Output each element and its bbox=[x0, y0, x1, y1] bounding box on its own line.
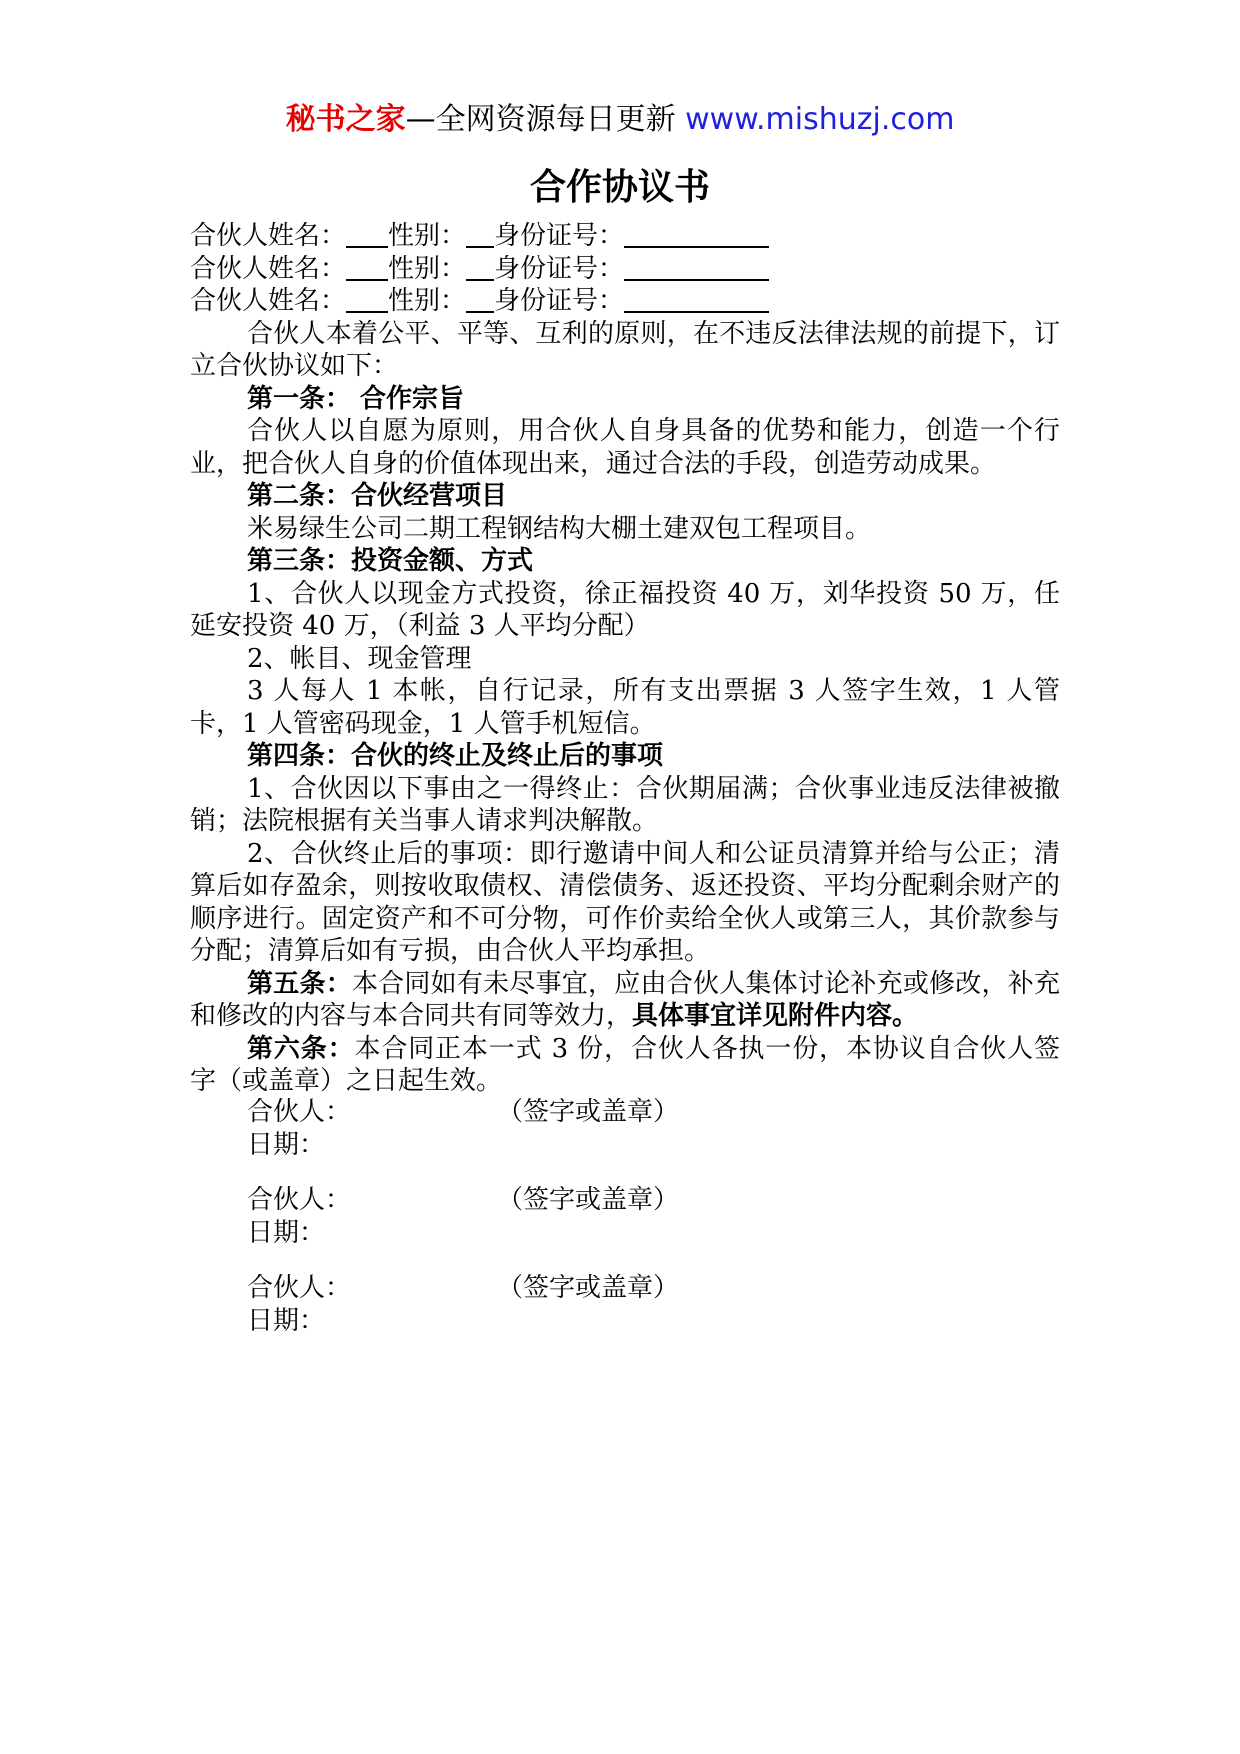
id-label: 身份证号： bbox=[494, 253, 625, 284]
section-3-item-1: 1、合伙人以现金方式投资，徐正福投资 40 万，刘华投资 50 万，任延安投资 40 万，（利益 3 人平均分配） bbox=[190, 578, 1060, 641]
site-header bbox=[0, 100, 1240, 140]
intro-paragraph: 合伙人本着公平、平等、互利的原则，在不违反法律法规的前提下，订立合伙协议如下： bbox=[190, 318, 1060, 381]
gender-blank bbox=[466, 285, 494, 313]
section-5-bold-note: 具体事宜详见附件内容。 bbox=[632, 1001, 919, 1031]
name-blank bbox=[346, 220, 388, 248]
partner-label: 合伙人： bbox=[247, 1097, 352, 1127]
section-4-item-1: 1、合伙因以下事由之一得终止：合伙期届满；合伙事业违反法律被撤销；法院根据有关当事人请求判决解散。 bbox=[190, 773, 1060, 836]
section-2-text: 米易绿生公司二期工程钢结构大棚土建双包工程项目。 bbox=[247, 513, 872, 544]
header-tagline: —全网资源每日更新 bbox=[405, 102, 676, 137]
section-5-paragraph bbox=[190, 968, 1060, 1033]
name-blank bbox=[346, 253, 388, 281]
section-6-text: 本合同正本一式 3 份，合伙人各执一份，本协议自合伙人签字（或盖章）之日起生效。 bbox=[190, 1033, 1060, 1096]
partner-label: 合伙人： bbox=[247, 1185, 352, 1215]
partner-label: 合伙人： bbox=[247, 1273, 352, 1303]
gender-blank bbox=[466, 220, 494, 248]
date-label: 日期： bbox=[247, 1305, 326, 1336]
section-4-heading: 第四条：合伙的终止及终止后的事项 bbox=[247, 741, 664, 771]
partner-name-label: 合伙人姓名： bbox=[190, 286, 347, 316]
section-4-item-2: 2、合伙终止后的事项：即行邀请中间人和公证员清算并给与公正；清算后如存盈余，则按收取债权、清偿债务、返还投资、平均分配剩余财产的顺序进行。固定资产和不可分物，可作价卖给全伙人或第三人，其价款参与分配；清算后如有亏损，由合伙人平均承担。 bbox=[190, 838, 1060, 966]
gender-label: 性别： bbox=[388, 253, 467, 284]
signature-block-3 bbox=[247, 1272, 947, 1337]
section-1-text: 合伙人以自愿为原则，用合伙人自身具备的优势和能力，创造一个行业，把合伙人自身的价值体现出来，通过合法的手段，创造劳动成果。 bbox=[190, 416, 1060, 479]
id-blank bbox=[624, 253, 769, 281]
document-body bbox=[190, 220, 1060, 1098]
sign-note: （签字或盖章） bbox=[497, 1185, 680, 1215]
sign-note: （签字或盖章） bbox=[497, 1097, 680, 1127]
id-blank bbox=[624, 285, 769, 313]
signature-block-2 bbox=[247, 1184, 947, 1249]
date-label: 日期： bbox=[247, 1217, 326, 1248]
partner-name-label: 合伙人姓名： bbox=[190, 253, 347, 284]
gender-blank bbox=[466, 253, 494, 281]
name-blank bbox=[346, 285, 388, 313]
document-title: 合作协议书 bbox=[529, 167, 710, 208]
section-6-paragraph bbox=[190, 1033, 1060, 1098]
section-3-item-2: 2、帐目、现金管理 bbox=[247, 643, 472, 674]
id-label: 身份证号： bbox=[494, 286, 625, 316]
sign-note: （签字或盖章） bbox=[497, 1273, 680, 1303]
section-3-item-3: 3 人每人 1 本帐，自行记录，所有支出票据 3 人签字生效，1 人管卡，1 人管密码现金，1 人管手机短信。 bbox=[190, 676, 1060, 739]
section-5-label: 第五条： bbox=[247, 968, 352, 999]
section-5-text: 本合同如有未尽事宜，应由合伙人集体讨论补充或修改，补充和修改的内容与本合同共有同等效力， bbox=[190, 968, 1060, 1031]
date-label: 日期： bbox=[247, 1129, 326, 1160]
partner-info-row-3 bbox=[190, 285, 1060, 318]
section-2-heading: 第二条：合伙经营项目 bbox=[247, 481, 508, 511]
site-url-link[interactable]: www.mishuzj.com bbox=[685, 102, 955, 137]
id-label: 身份证号： bbox=[494, 221, 625, 251]
section-6-label: 第六条： bbox=[247, 1033, 355, 1064]
gender-label: 性别： bbox=[388, 286, 467, 316]
partner-info-row-1 bbox=[190, 220, 1060, 253]
partner-name-label: 合伙人姓名： bbox=[190, 221, 347, 251]
signature-block-1 bbox=[247, 1096, 947, 1161]
section-3-heading: 第三条：投资金额、方式 bbox=[247, 546, 534, 576]
section-1-heading: 第一条： 合作宗旨 bbox=[247, 383, 465, 414]
id-blank bbox=[624, 220, 769, 248]
brand-name: 秘书之家 bbox=[285, 102, 406, 137]
partner-info-row-2 bbox=[190, 253, 1060, 286]
gender-label: 性别： bbox=[388, 221, 467, 251]
